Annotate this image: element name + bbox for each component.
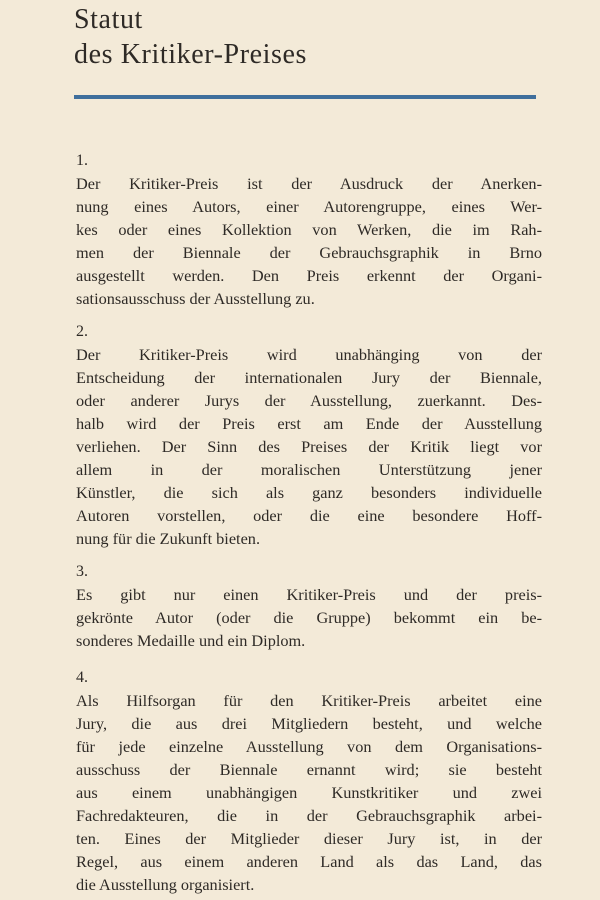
text-line: Künstler, die sich als ganz besonders individuelle bbox=[76, 483, 542, 502]
text-line: Der Kritiker-Preis wird unabhänging von der bbox=[76, 345, 542, 364]
text-line: sationsausschuss der Ausstellung zu. bbox=[76, 289, 315, 308]
section-text bbox=[76, 689, 542, 896]
text-line: für jede einzelne Ausstellung von dem Organisations- bbox=[76, 737, 542, 756]
text-line: nung eines Autors, einer Autorengruppe, eines Wer- bbox=[76, 197, 542, 216]
text-line: halb wird der Preis erst am Ende der Ausstellung bbox=[76, 414, 542, 433]
text-line: gekrönte Autor (oder die Gruppe) bekommt ein be- bbox=[76, 608, 542, 627]
section-1 bbox=[76, 149, 542, 310]
page-title bbox=[74, 2, 307, 72]
section-number: 1. bbox=[76, 152, 88, 169]
text-line: verliehen. Der Sinn des Preises der Kritik liegt vor bbox=[76, 437, 542, 456]
title-underline-rule bbox=[74, 95, 536, 99]
title-line-2: des Kritiker-Preises bbox=[74, 39, 308, 70]
text-line: ausgestellt werden. Den Preis erkennt der Organi- bbox=[76, 266, 542, 285]
text-line: Fachredakteuren, die in der Gebrauchsgraphik arbei- bbox=[76, 806, 542, 825]
section-text bbox=[76, 172, 542, 310]
text-line: Entscheidung der internationalen Jury der Biennale, bbox=[76, 368, 542, 387]
text-line: kes oder eines Kollektion von Werken, die im Rah- bbox=[76, 220, 542, 239]
section-2 bbox=[76, 320, 542, 550]
title-line-1: Statut bbox=[74, 4, 143, 35]
text-line: allem in der moralischen Unterstützung jener bbox=[76, 460, 542, 479]
text-line: nung für die Zukunft bieten. bbox=[76, 529, 261, 548]
section-number: 4. bbox=[76, 669, 88, 686]
text-line: ten. Eines der Mitglieder dieser Jury ist, in der bbox=[76, 829, 542, 848]
text-line: ausschuss der Biennale ernannt wird; sie besteht bbox=[76, 760, 542, 779]
section-number: 2. bbox=[76, 323, 88, 340]
text-line: Autoren vorstellen, oder die eine besondere Hoff- bbox=[76, 506, 542, 525]
section-3 bbox=[76, 560, 542, 652]
text-line: men der Biennale der Gebrauchsgraphik in Brno bbox=[76, 243, 542, 262]
text-line: sonderes Medaille und ein Diplom. bbox=[76, 631, 306, 650]
section-text bbox=[76, 583, 542, 652]
text-line: Der Kritiker-Preis ist der Ausdruck der Anerken- bbox=[76, 174, 542, 193]
text-line: die Ausstellung organisiert. bbox=[76, 875, 255, 894]
text-line: aus einem unabhängigen Kunstkritiker und zwei bbox=[76, 783, 542, 802]
section-number: 3. bbox=[76, 563, 88, 580]
section-text bbox=[76, 343, 542, 550]
section-4 bbox=[76, 666, 542, 896]
text-line: Es gibt nur einen Kritiker-Preis und der preis- bbox=[76, 585, 542, 604]
text-line: oder anderer Jurys der Ausstellung, zuerkannt. Des- bbox=[76, 391, 542, 410]
text-line: Jury, die aus drei Mitgliedern besteht, und welche bbox=[76, 714, 542, 733]
text-line: Als Hilfsorgan für den Kritiker-Preis arbeitet eine bbox=[76, 691, 542, 710]
text-line: Regel, aus einem anderen Land als das Land, das bbox=[76, 852, 542, 871]
